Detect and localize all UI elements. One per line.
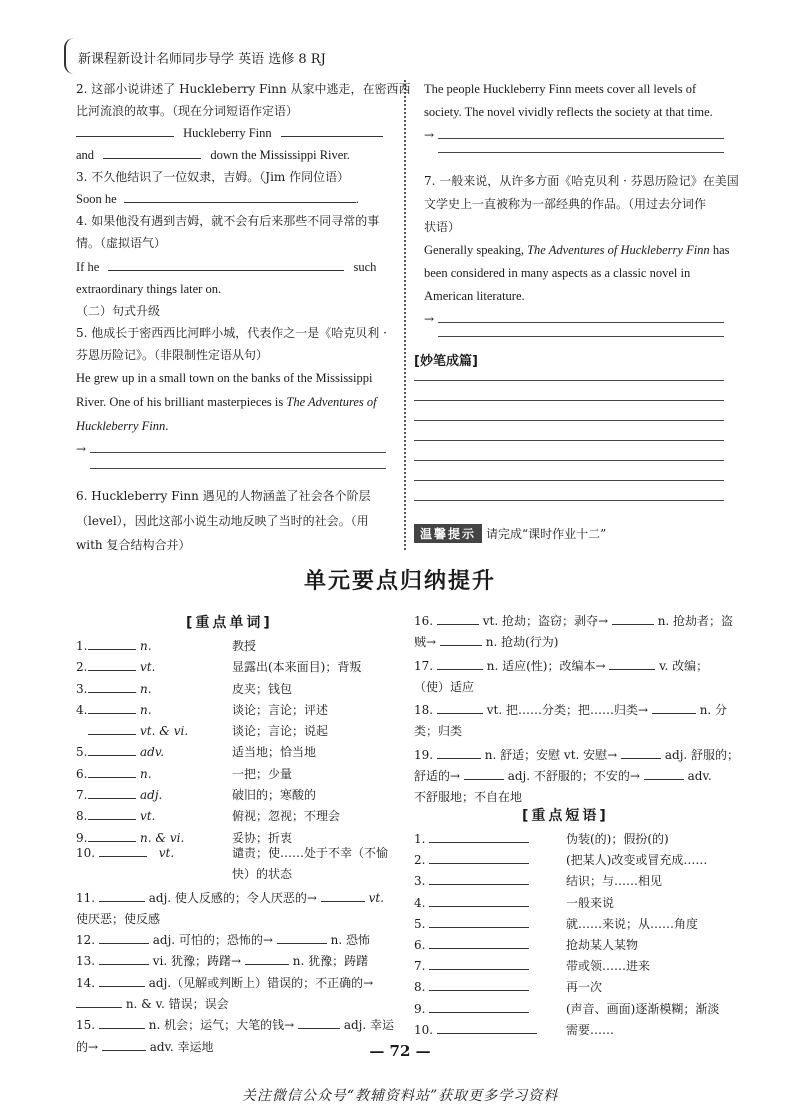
- tip-badge: 温馨提示: [414, 524, 482, 543]
- kw-16: [414, 611, 732, 632]
- key-word-blank[interactable]: [88, 806, 136, 820]
- key-phrase-meaning: 结识；与……相见: [566, 874, 663, 889]
- kw-17-tail: v. 改编；: [659, 658, 709, 673]
- kw-19-f: adv.: [687, 769, 712, 784]
- key-word-pos: n.: [140, 681, 152, 696]
- key-word-num: 7.: [76, 788, 88, 803]
- kw-12: [76, 930, 396, 951]
- writing-heading: [妙笔成篇]: [414, 354, 478, 369]
- kw-16-d: 贼→: [414, 635, 437, 650]
- q7-prompt-1: 7. 一般来说，从许多方面《哈克贝利 · 芬恩历险记》在美国: [424, 174, 739, 188]
- q2-tail: down the Mississippi River.: [210, 148, 350, 162]
- q7-answer-row-2: [424, 330, 728, 352]
- kw-16-num: 16.: [414, 614, 434, 628]
- q6-answer-row-2: [424, 146, 728, 170]
- key-word-row: [76, 721, 396, 742]
- kw-13-blank-2[interactable]: [245, 951, 289, 965]
- kw-14: [76, 973, 396, 994]
- kw-17-blank-2[interactable]: [609, 656, 655, 670]
- key-word-num: 4.: [76, 702, 88, 717]
- kw-15-tail: adj. 幸运: [343, 1018, 395, 1033]
- key-word-blank[interactable]: [88, 679, 136, 693]
- kw-10-meaning: 谴责；使……处于不幸（不愉: [232, 846, 389, 860]
- key-word-row: [76, 742, 396, 763]
- key-phrase-num: 9.: [414, 1001, 426, 1016]
- key-phrase-blank[interactable]: [429, 871, 529, 885]
- key-word-blank[interactable]: [88, 721, 136, 735]
- q2-prompt-1: 2. 这部小说讲述了 Huckleberry Finn 从家中逃走，在密西西: [76, 82, 411, 96]
- kw-14-tail: n. & v. 错误；误会: [125, 997, 229, 1012]
- q4-answer-tail: extraordinary things later on.: [76, 282, 222, 296]
- key-word-num: 1.: [76, 639, 88, 653]
- q5-answer-row: [76, 438, 394, 460]
- key-words-list-2: [76, 843, 396, 1058]
- kw-13-text: vi. 犹豫；踌躇→: [152, 954, 242, 969]
- q2-and: and: [76, 148, 95, 162]
- key-word-blank[interactable]: [88, 828, 136, 842]
- key-phrase-meaning: 带或领……进来: [566, 959, 651, 974]
- q6-answer-line-1[interactable]: [438, 138, 724, 139]
- kw-18-tail: n. 分: [699, 703, 728, 718]
- key-phrase-row: [414, 829, 732, 850]
- q2-prompt-2: 比河流浪的故事。（现在分词短语作定语）: [76, 104, 299, 118]
- kw-14-num: 14.: [76, 975, 96, 990]
- writing-heading-text: 妙笔成篇: [419, 354, 472, 369]
- key-word-num: 9.: [76, 830, 88, 845]
- q7-en-3: American literature.: [424, 289, 525, 303]
- key-phrase-row: [414, 935, 732, 956]
- key-word-pos: vt.: [140, 660, 156, 675]
- key-word-pos: n.: [140, 639, 152, 653]
- kw-11-text: adj. 使人反感的；令人厌恶的→: [148, 890, 317, 905]
- q7-arrow: →: [424, 312, 435, 326]
- key-word-blank[interactable]: [88, 742, 136, 756]
- kw-18-blank-2[interactable]: [652, 700, 696, 714]
- q7-en-1a: Generally speaking,: [424, 243, 528, 257]
- q7-en-1c: has: [709, 243, 730, 257]
- kw-18: [414, 700, 732, 721]
- q6-answer-row: [424, 124, 728, 146]
- key-word-meaning: 俯视；忽视；不理会: [232, 809, 341, 824]
- key-word-row: [76, 636, 396, 657]
- key-word-meaning: 适当地；恰当地: [232, 745, 317, 760]
- q2-blank-1[interactable]: [76, 123, 174, 137]
- q6-answer-line-2[interactable]: [438, 152, 724, 153]
- key-phrase-blank[interactable]: [429, 956, 529, 970]
- kw-17-cont: （使）适应: [414, 679, 475, 694]
- kw-12-tail: n. 恐怖: [330, 933, 371, 948]
- kw-17-num: 17.: [414, 658, 434, 673]
- key-word-pos: n.: [140, 702, 152, 717]
- key-word-meaning: 破旧的；寒酸的: [232, 788, 317, 803]
- key-word-row: [76, 700, 396, 721]
- q4-prompt-1: 4. 如果他没有遇到吉姆，就不会有后来那些不同寻常的事: [76, 214, 380, 228]
- q5-title-part2: Huckleberry Finn: [76, 419, 166, 433]
- key-phrases-heading: [重点短语]: [522, 808, 609, 824]
- q6-prompt-2: （level），因此这部小说生动地反映了当时的社会。（用: [76, 514, 369, 528]
- key-phrase-row: [414, 1020, 732, 1041]
- q5-answer-row-2: [76, 460, 394, 484]
- q3-end: .: [355, 192, 359, 206]
- q7-prompt-3: 状语）: [424, 220, 461, 234]
- column-separator: [404, 80, 406, 550]
- kw-19-cont: [414, 766, 732, 787]
- q5-arrow: →: [76, 442, 87, 456]
- writing-line[interactable]: [414, 400, 724, 401]
- kw-18-blank[interactable]: [437, 700, 483, 714]
- key-words-list-3: [414, 611, 740, 809]
- kw-12-num: 12.: [76, 933, 96, 948]
- kw-14-blank[interactable]: [99, 973, 145, 987]
- kw-17: [414, 656, 732, 677]
- kw-10-num: 10.: [76, 846, 96, 860]
- q6-en-2: society. The novel vividly reflects the society at that time.: [424, 105, 713, 119]
- kw-11-pos: vt.: [368, 890, 385, 905]
- kw-14-text: adj.（见解或判断上）错误的；不正确的→: [148, 975, 374, 990]
- key-phrase-blank[interactable]: [429, 850, 529, 864]
- key-word-meaning: 教授: [232, 639, 257, 653]
- kw-13: [76, 951, 396, 972]
- key-word-pos: n. & vi.: [140, 830, 185, 845]
- q5-en-2a: River. One of his brilliant masterpieces is: [76, 395, 287, 409]
- writing-line[interactable]: [414, 500, 724, 501]
- q2-name: Huckleberry Finn: [183, 126, 272, 140]
- page-header: 新课程新设计名师同步导学 英语 选修 8 RJ: [78, 52, 326, 67]
- q4-answer-row: [76, 256, 394, 278]
- q3-blank[interactable]: [124, 189, 356, 203]
- q5-prompt-1: 5. 他成长于密西西比河畔小城，代表作之一是《哈克贝利 ·: [76, 326, 387, 340]
- key-phrase-meaning: 需要……: [566, 1022, 615, 1037]
- right-column: [424, 78, 739, 352]
- q7-title: The Adventures of Huckleberry Finn: [527, 243, 710, 257]
- q4-blank[interactable]: [108, 257, 344, 271]
- key-phrase-row: [414, 871, 732, 892]
- key-phrase-row: [414, 977, 732, 998]
- key-phrase-blank[interactable]: [429, 935, 529, 949]
- writing-line[interactable]: [414, 460, 724, 461]
- kw-15-text: n. 机会；运气；大笔的钱→: [148, 1018, 295, 1033]
- kw-14-blank-2[interactable]: [76, 994, 122, 1008]
- key-word-row: [76, 785, 396, 806]
- key-phrase-blank[interactable]: [429, 914, 529, 928]
- q2-blank-2[interactable]: [281, 123, 383, 137]
- key-word-row: [76, 806, 396, 827]
- q7-answer-line-1[interactable]: [438, 322, 724, 323]
- key-phrase-meaning: 伪装(的)；假扮(的): [566, 832, 669, 846]
- key-phrase-meaning: (声音、画面)逐渐模糊；渐淡: [566, 1001, 720, 1016]
- key-phrase-blank[interactable]: [429, 829, 529, 843]
- key-words-heading-text: 重点单词: [195, 615, 264, 631]
- kw-15: [76, 1015, 396, 1036]
- key-phrase-meaning: 再一次: [566, 980, 603, 995]
- kw-15-d: 的→: [76, 1039, 99, 1054]
- kw-13-tail: n. 犹豫；踌躇: [292, 954, 369, 969]
- header-bracket: [64, 38, 76, 74]
- key-word-meaning: 谈论；言论；评述: [232, 702, 329, 717]
- kw-19: [414, 745, 740, 766]
- writing-line[interactable]: [414, 480, 724, 481]
- kw-17-text: n. 适应(性)；改编本→: [486, 658, 606, 673]
- kw-19-blank-2[interactable]: [621, 745, 661, 759]
- writing-line[interactable]: [414, 420, 724, 421]
- key-phrase-row: [414, 999, 732, 1020]
- kw-19-num: 19.: [414, 747, 434, 762]
- q4-prompt-2: 情。（虚拟语气）: [76, 236, 167, 250]
- kw-10-pos: vt.: [158, 846, 175, 860]
- q5-title-part1: The Adventures of: [286, 395, 377, 409]
- kw-18-text: vt. 把……分类；把……归类→: [486, 703, 649, 718]
- key-word-meaning: 谈论；言论；说起: [232, 724, 329, 739]
- kw-18-num: 18.: [414, 703, 434, 718]
- footer-note: 关注微信公众号“教辅资料站”获取更多学习资料: [241, 1088, 559, 1104]
- key-phrase-row: [414, 914, 732, 935]
- kw-19-d: 舒适的→: [414, 769, 461, 784]
- key-phrase-meaning: (把某人)改变或冒充成……: [566, 853, 708, 868]
- kw-19-blank-4[interactable]: [644, 766, 684, 780]
- kw-10: [76, 843, 396, 864]
- q3-soon: Soon he: [76, 192, 117, 206]
- key-word-meaning: 显露出(本来面目)；背叛: [232, 660, 362, 675]
- key-word-blank[interactable]: [88, 700, 136, 714]
- q7-en-1: [424, 239, 728, 262]
- kw-11-num: 11.: [76, 890, 96, 905]
- q6-prompt-1: 6. Huckleberry Finn 遇见的人物涵盖了社会各个阶层: [76, 489, 371, 503]
- kw-14-cont: [76, 994, 396, 1015]
- kw-19-blank[interactable]: [437, 745, 481, 759]
- key-word-blank[interactable]: [88, 657, 136, 671]
- key-phrase-num: 8.: [414, 980, 426, 995]
- q4-such: such: [353, 260, 377, 274]
- left-column: [76, 78, 411, 556]
- kw-16-blank-2[interactable]: [612, 611, 654, 625]
- kw-17-blank[interactable]: [437, 656, 483, 670]
- kw-13-blank[interactable]: [99, 951, 149, 965]
- key-phrase-blank[interactable]: [437, 1020, 537, 1034]
- q7-en-2: been considered in many aspects as a classic novel in: [424, 266, 691, 280]
- kw-13-num: 13.: [76, 954, 96, 969]
- key-word-blank[interactable]: [88, 764, 136, 778]
- kw-16-blank-3[interactable]: [440, 632, 482, 646]
- kw-19-e: adj. 不舒服的；不安的→: [507, 769, 640, 784]
- kw-11-blank-2[interactable]: [321, 888, 365, 902]
- key-phrase-row: [414, 956, 732, 977]
- key-phrase-num: 3.: [414, 874, 426, 889]
- key-phrase-blank[interactable]: [429, 999, 529, 1013]
- key-phrase-num: 4.: [414, 895, 426, 910]
- key-word-pos: adj.: [140, 788, 163, 803]
- q2-blank-3[interactable]: [103, 145, 201, 159]
- key-phrase-row: [414, 850, 732, 871]
- kw-16-tail: n. 抢劫者；盗: [657, 614, 734, 628]
- key-word-pos: vt.: [140, 809, 156, 824]
- q5-answer-line-1[interactable]: [90, 452, 386, 453]
- key-words-heading: [重点单词]: [186, 615, 273, 631]
- tip-box: [414, 523, 606, 543]
- q5-answer-line-2[interactable]: [90, 468, 386, 469]
- unit-summary-title: 单元要点归纳提升: [303, 569, 496, 594]
- key-word-blank[interactable]: [88, 785, 136, 799]
- q3-prompt: 3. 不久他结识了一位奴隶，吉姆。（Jim 作同位语）: [76, 170, 350, 184]
- kw-19-tail: adj. 舒服的；: [664, 747, 740, 762]
- q5-prompt-2: 芬恩历险记》。（非限制性定语从句）: [76, 348, 269, 362]
- q5-en-1: He grew up in a small town on the banks of the Mississippi: [76, 371, 373, 385]
- writing-line[interactable]: [414, 440, 724, 441]
- q3-answer-row: [76, 188, 394, 210]
- tip-text: 请完成“课时作业十二”: [486, 526, 607, 541]
- q7-prompt-2: 文学史上一直被称为一部经典的作品。（用过去分词作: [424, 197, 707, 211]
- key-word-meaning: 妥协；折衷: [232, 830, 293, 845]
- key-word-row: [76, 679, 396, 700]
- kw-18-cont: 类；归类: [414, 724, 463, 739]
- kw-15-e: adv. 幸运地: [149, 1039, 214, 1054]
- kw-16-e: n. 抢劫(行为): [485, 635, 559, 650]
- key-phrases-heading-text: 重点短语: [531, 808, 600, 824]
- q6-prompt-3: with 复合结构合并）: [76, 538, 191, 552]
- key-word-num: 8.: [76, 809, 88, 824]
- key-word-num: 2.: [76, 660, 88, 675]
- key-phrase-meaning: 抢劫某人某物: [566, 938, 639, 953]
- q6-arrow: →: [424, 128, 435, 142]
- kw-16-text: vt. 抢劫；盗窃；剥夺→: [482, 614, 609, 628]
- q7-answer-row: [424, 308, 728, 330]
- key-word-num: 5.: [76, 745, 88, 760]
- q5-period: .: [165, 419, 169, 433]
- key-phrases-list: [414, 829, 732, 1041]
- kw-19-text: n. 舒适；安慰 vt. 安慰→: [484, 747, 618, 762]
- q7-answer-line-2[interactable]: [438, 336, 724, 337]
- kw-12-blank[interactable]: [99, 930, 149, 944]
- page-number: — 72 —: [369, 1042, 431, 1060]
- key-word-pos: adv.: [140, 745, 165, 760]
- kw-10-meaning-2: 快）的状态: [232, 867, 293, 882]
- q2-answer-row-2: [76, 144, 394, 166]
- kw-12-text: adj. 可怕的；恐怖的→: [152, 933, 273, 948]
- writing-line[interactable]: [414, 380, 724, 381]
- kw-19-cont-2: 不舒服地；不自在地: [414, 790, 523, 805]
- key-word-blank[interactable]: [88, 636, 136, 650]
- key-phrase-num: 10.: [414, 1022, 434, 1037]
- kw-11: [76, 888, 396, 909]
- key-word-meaning: 皮夹；钱包: [232, 681, 293, 696]
- key-phrase-num: 5.: [414, 916, 426, 931]
- key-phrase-num: 2.: [414, 853, 426, 868]
- kw-19-blank-3[interactable]: [464, 766, 504, 780]
- kw-15-num: 15.: [76, 1018, 96, 1033]
- kw-12-blank-2[interactable]: [277, 930, 327, 944]
- key-word-pos: vt. & vi.: [140, 724, 189, 739]
- key-word-meaning: 一把；少量: [232, 766, 293, 781]
- q4-if: If he: [76, 260, 100, 274]
- kw-11-cont: 使厌恶；使反感: [76, 911, 161, 926]
- kw-16-blank[interactable]: [437, 611, 479, 625]
- key-phrase-num: 1.: [414, 832, 426, 846]
- kw-15-blank-2[interactable]: [298, 1015, 340, 1029]
- key-phrase-blank[interactable]: [429, 977, 529, 991]
- key-phrase-meaning: 就……来说；从……角度: [566, 916, 699, 931]
- kw-16-cont: [414, 632, 732, 653]
- key-phrase-blank[interactable]: [429, 893, 529, 907]
- key-word-row: [76, 657, 396, 678]
- key-word-num: 6.: [76, 766, 88, 781]
- key-phrase-row: [414, 893, 732, 914]
- kw-15-blank[interactable]: [99, 1015, 145, 1029]
- q6-en-1: The people Huckleberry Finn meets cover all levels of: [424, 82, 697, 96]
- key-phrase-num: 7.: [414, 959, 426, 974]
- key-word-num: 3.: [76, 681, 88, 696]
- key-word-pos: n.: [140, 766, 152, 781]
- q5-en-2: [76, 390, 394, 414]
- q5-en-3: [76, 414, 394, 438]
- key-words-list: [76, 636, 396, 849]
- q2-answer-row-1: [76, 122, 394, 144]
- key-phrase-meaning: 一般来说: [566, 895, 615, 910]
- subsection-2: （二）句式升级: [76, 304, 161, 318]
- key-phrase-num: 6.: [414, 938, 426, 953]
- key-word-row: [76, 764, 396, 785]
- kw-11-blank[interactable]: [99, 888, 145, 902]
- kw-10-blank[interactable]: [99, 843, 147, 857]
